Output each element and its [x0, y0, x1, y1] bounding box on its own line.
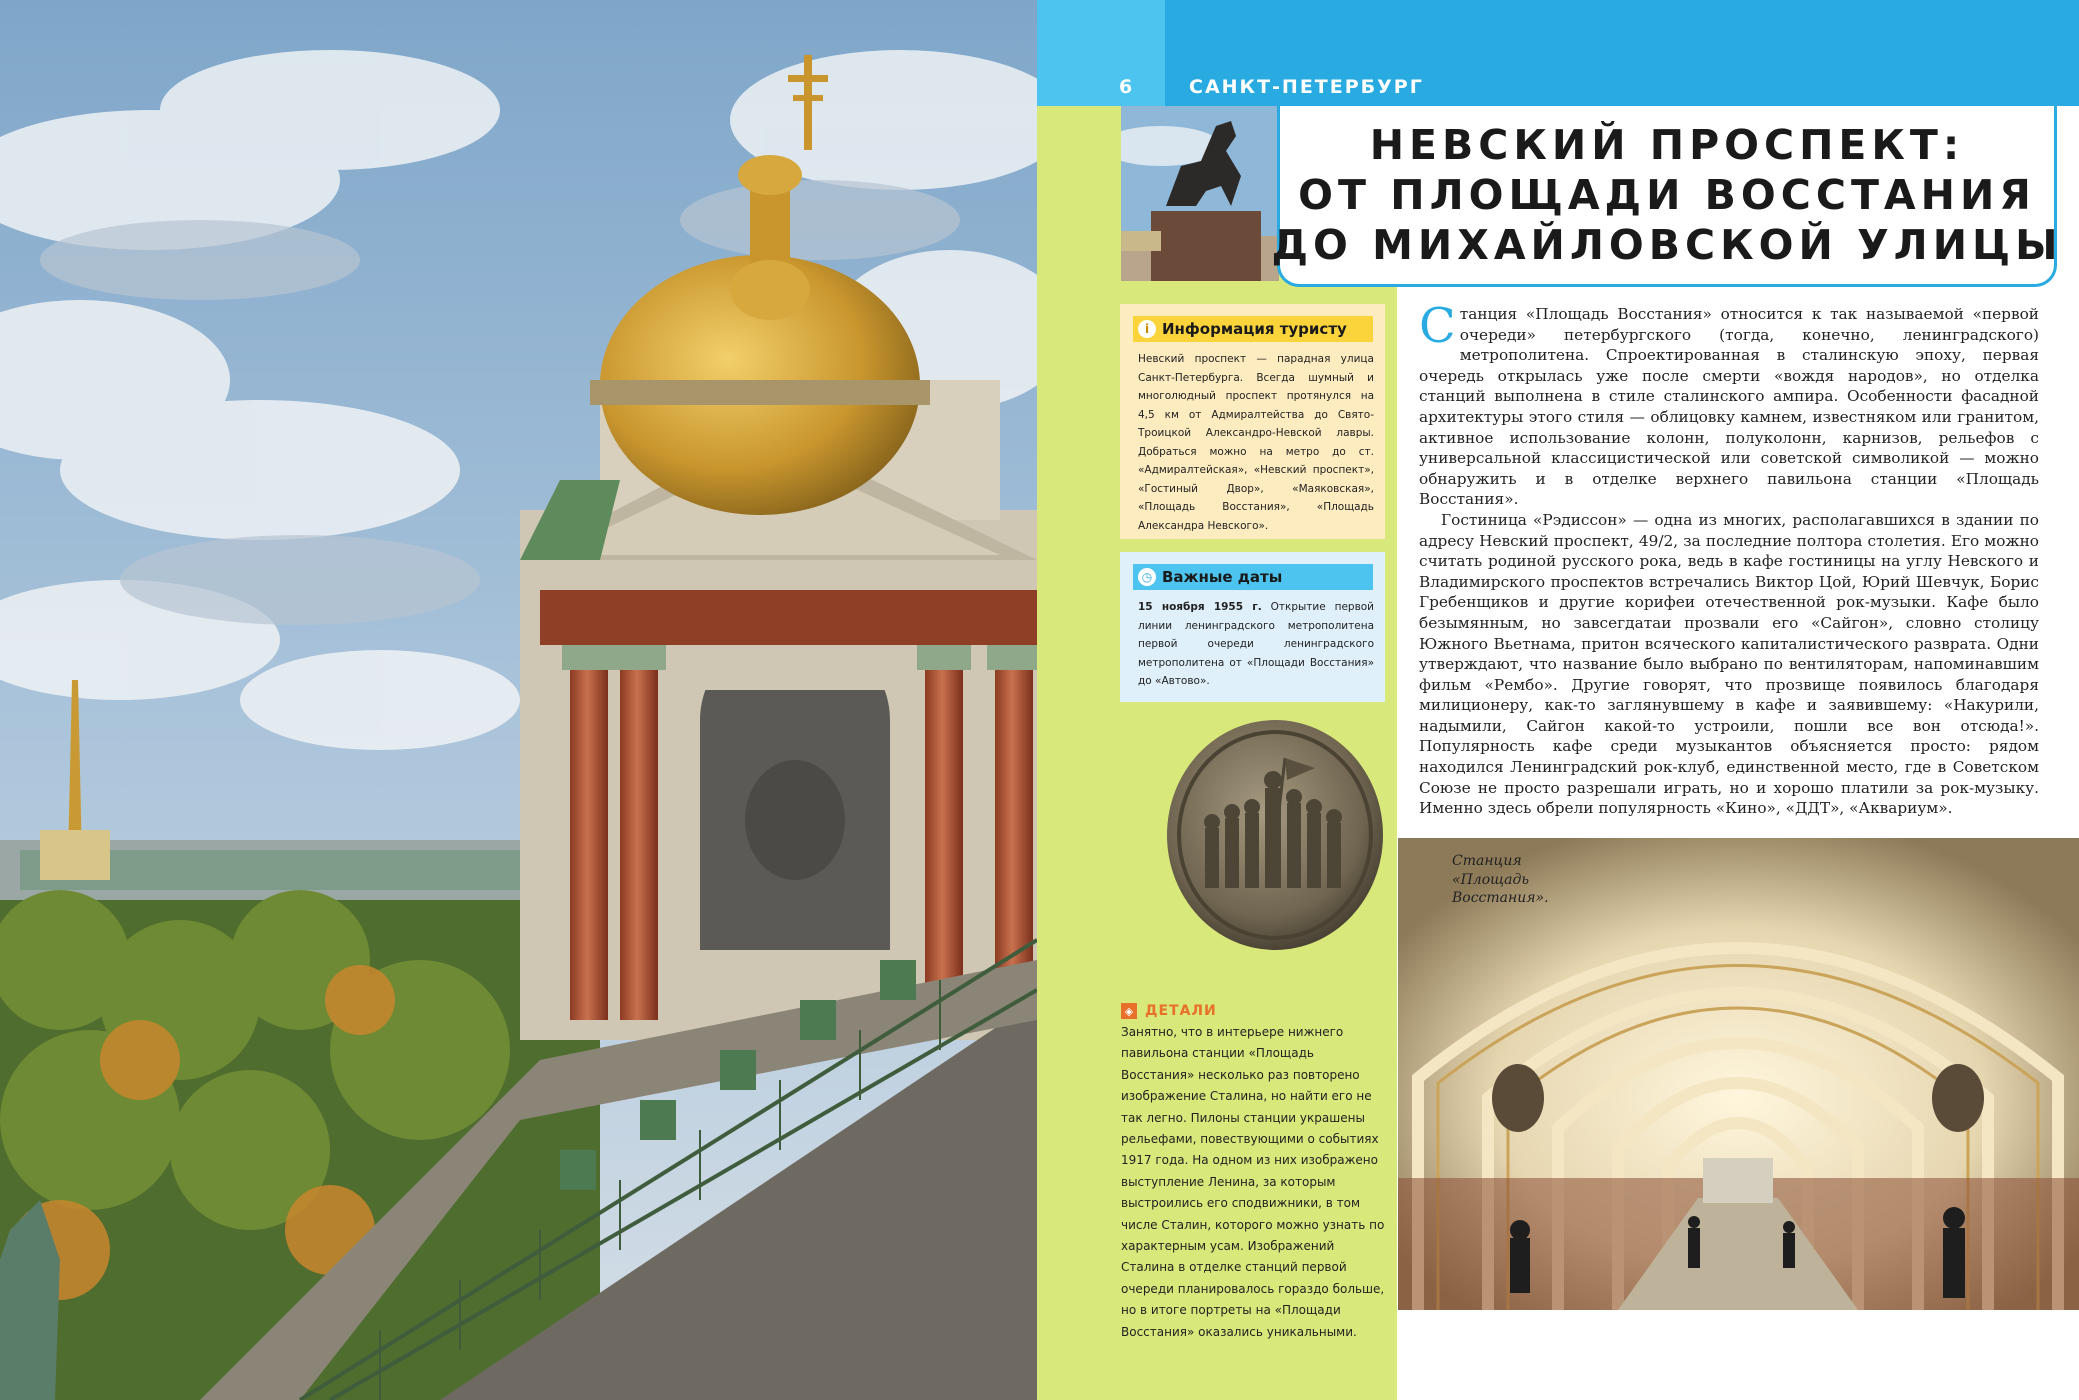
article-paragraph-2: Гостиница «Рэдиссон» — одна из многих, располагавшихся в здании по адресу Невский проспект, 49/2, за последние полтора столетия. Его можно считать родиной русского рока, ведь в кафе гостиницы на углу Невского и Владимирского проспектов встречались Виктор Цой, Юрий Шевчук, Борис Гребенщиков и другие корифеи отечественной рок-музыки. Кафе было безымянным, но завсегдатаи прозвали его «Сайгон», словно столицу Южного Вьетнама, притон всяческого капиталистического разврата. Одни утверждают, что название было выбрано по вентиляторам, напоминавшим фильм «Рембо». Другие говорят, что прозвище появилось благодаря милиционеру, как-то заглянувшему в кафе и заявившему: «Накурили, надымили, Сайгон какой-то устроили, пошли все вон отсюда!». Популярность кафе среди музыкантов объясняется просто: рядом находился Ленинградский рок-клуб, единственной место, где в Советском Союзе не просто разрешали играть, но и хорошо платили за рок-музыку. Именно здесь обрели популярность «Кино», «ДДТ», «Аквариум».: [1419, 510, 2039, 818]
details-title: ДЕТАЛИ: [1145, 1003, 1217, 1019]
header-band-accent: [1037, 0, 1165, 106]
details-text: Занятно, что в интерьере нижнего павильона станции «Площадь Восстания» несколько раз повторено изображение Сталина, но найти его не так легно. Пилоны станции украшены рельефами, повествующими о событиях 1917 года. На одном из них изображено выступление Ленина, за которым выстроились его сподвижники, в том числе Сталин, которого можно узнать по характерным усам. Изображений Сталина в отделке станций первой очереди планировалось гораздо больше, но в итоге портреты на «Площади Восстания» оказались уникальными.: [1121, 1025, 1385, 1339]
metro-station-photo: [1398, 838, 2079, 1310]
bronze-relief-medallion: [1165, 718, 1386, 952]
title-line-2: ОТ ПЛОЩАДИ ВОССТАНИЯ: [1298, 171, 2036, 219]
section-title: САНКТ-ПЕТЕРБУРГ: [1189, 76, 1424, 98]
article-paragraph-1-text: танция «Площадь Восстания» относится к так называемой «первой очереди» петербургского (тогда, конечно, ленинградского) метрополитена. Спроектированная в сталинскую эпоху, первая очередь открылась уже после смерти «вождя народов», но отделка станций выполнена в стиле сталинского ампира. Особенности фасадной архитектуры этого стиля — облицовку камнем, известняком или гранитом, активное использование колонн, полуколонн, карнизов, рельефов с универсальной классицистической или советской символикой — можно обнаружить и в отделке верхнего павильона станции «Площадь Восстания».: [1419, 305, 2039, 509]
key-dates-title: Важные даты: [1162, 568, 1283, 586]
caption-line-1: Станция: [1452, 853, 1522, 869]
key-date-description: Открытие первой линии ленинградского метрополитена первой очереди ленинградского метрополитена от «Площади Восстания» до «Автово».: [1138, 601, 1374, 687]
tourist-info-text: Невский проспект — парадная улица Санкт-Петербурга. Всегда шумный и многолюдный проспект протянулся на 4,5 км от Адмиралтейства до Свято-Троицкой Александро-Невской лавры. Добраться можно на метро до ст. «Адмиралтейская», «Невский проспект», «Гостиный Двор», «Маяковская», «Площадь Восстания», «Площадь Александра Невского».: [1138, 353, 1374, 532]
article-body: [1419, 298, 2039, 819]
right-page: [1037, 0, 2079, 1400]
key-dates-header: [1133, 564, 1373, 590]
cathedral-colonnade-photo: [0, 0, 1037, 1400]
tourist-info-box: [1120, 304, 1385, 539]
title-line-3: ДО МИХАЙЛОВСКОЙ УЛИЦЫ: [1271, 221, 2063, 269]
dropcap: С: [1419, 298, 1456, 354]
details-icon: ◈: [1121, 1003, 1137, 1019]
key-dates-text: [1138, 598, 1374, 691]
details-header: [1121, 1000, 1389, 1022]
caption-line-3: Восстания».: [1452, 890, 1549, 906]
metro-photo-caption: [1452, 852, 1549, 908]
horse-statue-photo: [1121, 106, 1279, 281]
tourist-info-title: Информация туристу: [1162, 320, 1347, 338]
tourist-info-header: [1133, 316, 1373, 342]
key-dates-box: [1120, 552, 1385, 702]
caption-line-2: «Площадь: [1452, 871, 1529, 888]
clock-icon: ◷: [1138, 568, 1156, 586]
key-date: 15 ноября 1955 г.: [1138, 601, 1262, 613]
page-number: 6: [1119, 76, 1133, 98]
article-paragraph-1: [1419, 298, 2039, 510]
details-section: [1121, 1000, 1389, 1343]
info-icon: i: [1138, 320, 1156, 338]
title-box: [1271, 106, 2063, 287]
title-line-1: НЕВСКИЙ ПРОСПЕКТ:: [1369, 121, 1965, 169]
